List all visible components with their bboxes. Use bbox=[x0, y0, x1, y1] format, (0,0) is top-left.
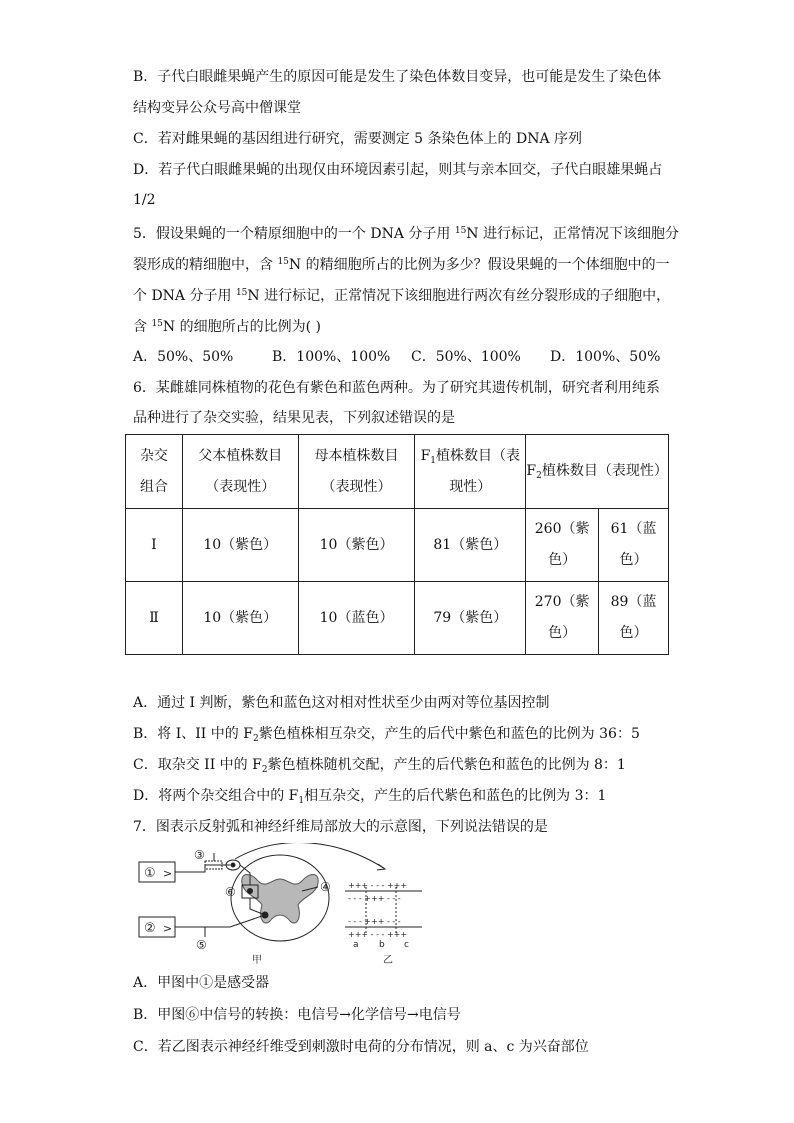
q5-option-c: C．50%、100% bbox=[411, 349, 521, 365]
cell-f1: 79（紫色） bbox=[415, 582, 526, 655]
header-f1: $F_1$植株数目（表 现性） bbox=[415, 435, 526, 509]
q4-option-d-line1: D．若子代白眼雌果蝇的出现仅由环境因素引起，则其与亲本回交，子代白眼雄果蝇占 bbox=[133, 162, 663, 178]
q7-option-c: C．若乙图表示神经纤维受到刺激时电荷的分布情况，则 a、c 为兴奋部位 bbox=[133, 1039, 589, 1055]
reflex-arc-figure bbox=[130, 843, 430, 968]
q6-stem-line1: 6．某雌雄同株植物的花色有紫色和蓝色两种。为了研究其遗传机制，研究者利用纯系 bbox=[133, 380, 660, 396]
cell-mother: 10（蓝色） bbox=[298, 582, 415, 655]
q6-option-a: A．通过 I 判断，紫色和蓝色这对相对性状至少由两对等位基因控制 bbox=[133, 695, 550, 711]
header-f2: $F_2$植株数目（表现性） bbox=[526, 435, 669, 509]
charge-row-3: - - - +++ - - - bbox=[348, 917, 401, 926]
q7-stem: 7．图表示反射弧和神经纤维局部放大的示意图，下列说法错误的是 bbox=[133, 819, 548, 835]
cell-combo: Ⅱ bbox=[126, 582, 183, 655]
table-header-row bbox=[126, 435, 669, 509]
q5-option-a: A．50%、50% bbox=[133, 349, 234, 365]
q6-stem-line2: 品种进行了杂交实验，结果见表，下列叙述错误的是 bbox=[133, 410, 455, 426]
q4-option-b-line1: B．子代白眼雌果蝇产生的原因可能是发生了染色体数目变异，也可能是发生了染色体 bbox=[133, 69, 662, 85]
q5-stem-line4: 含 $^{15}$N 的细胞所占的比例为( ) bbox=[133, 319, 321, 335]
q6-option-c: C．取杂交 II 中的 $F_2$紫色植株随机交配，产生的后代紫色和蓝色的比例为 8：1 bbox=[133, 757, 626, 775]
header-cross-combo: 杂交 组合 bbox=[126, 435, 183, 509]
cell-f2-purple: 270（紫 色） bbox=[526, 582, 599, 655]
cell-f2-blue: 89（蓝 色） bbox=[599, 582, 669, 655]
table-row bbox=[126, 582, 669, 655]
charge-row-1: +++ - - - +++ bbox=[348, 881, 408, 890]
caption-jia: 甲 bbox=[252, 955, 262, 966]
cross-results-table bbox=[125, 434, 669, 655]
label-c: c bbox=[404, 940, 409, 950]
q5-options bbox=[133, 347, 660, 367]
cell-f2-purple: 260（紫 色） bbox=[526, 509, 599, 582]
label-a: a bbox=[353, 940, 359, 950]
nerve-fiber-diagram bbox=[345, 881, 422, 950]
charge-row-2: - - - +++ - - - bbox=[348, 894, 401, 903]
q5-stem-line1: 5．假设果蝇的一个精原细胞中的一个 DNA 分子用 $^{15}$N 进行标记，正常情况下该细胞分 bbox=[133, 226, 679, 242]
svg-text:>: > bbox=[163, 922, 173, 935]
q4-option-c: C．若对雌果蝇的基因组进行研究，需要测定 5 条染色体上的 DNA 序列 bbox=[133, 131, 583, 147]
charge-row-4: +++ - - - +++ bbox=[348, 930, 408, 939]
q4-option-b-line2: 结构变异公众号高中僧课堂 bbox=[133, 100, 301, 116]
label-3: ③ bbox=[194, 848, 205, 862]
caption-yi: 乙 bbox=[383, 955, 393, 966]
cell-mother: 10（紫色） bbox=[298, 509, 415, 582]
label-4: ④ bbox=[320, 880, 331, 894]
q7-option-a: A．甲图中①是感受器 bbox=[133, 975, 270, 991]
cell-father: 10（紫色） bbox=[182, 582, 298, 655]
table-row bbox=[126, 509, 669, 582]
q5-stem-line2: 裂形成的精细胞中，含 $^{15}$N 的精细胞所占的比例为多少？假设果蝇的一个体细胞中的一 bbox=[133, 257, 670, 273]
label-b: b bbox=[379, 940, 385, 950]
label-1: ① bbox=[144, 866, 156, 881]
cell-f2-blue: 61（蓝 色） bbox=[599, 509, 669, 582]
svg-text:>: > bbox=[163, 867, 173, 880]
q4-option-d-line2: 1/2 bbox=[133, 192, 156, 208]
cell-father: 10（紫色） bbox=[182, 509, 298, 582]
label-5: ⑤ bbox=[196, 938, 207, 952]
magnify-arrow bbox=[235, 843, 385, 869]
header-father: 父本植株数目 （表现性） bbox=[182, 435, 298, 509]
header-mother: 母本植株数目 （表现性） bbox=[298, 435, 415, 509]
q7-option-b: B．甲图⑥中信号的转换：电信号→化学信号→电信号 bbox=[133, 1007, 461, 1023]
cell-f1: 81（紫色） bbox=[415, 509, 526, 582]
q5-stem-line3: 个 DNA 分子用 $^{15}$N 进行标记，正常情况下该细胞进行两次有丝分裂形成的子细胞中， bbox=[133, 288, 671, 304]
q6-option-d: D．将两个杂交组合中的 $F_1$相互杂交，产生的后代紫色和蓝色的比例为 3：1 bbox=[133, 788, 607, 806]
q5-option-b: B．100%、100% bbox=[272, 349, 391, 365]
q6-option-b: B．将 I、II 中的 $F_2$紫色植株相互杂交，产生的后代中紫色和蓝色的比例为 36：5 bbox=[133, 726, 640, 744]
label-6: ⑥ bbox=[225, 885, 236, 899]
label-2: ② bbox=[144, 921, 156, 936]
q5-option-d: D．100%、50% bbox=[550, 349, 661, 365]
cell-combo: Ⅰ bbox=[126, 509, 183, 582]
